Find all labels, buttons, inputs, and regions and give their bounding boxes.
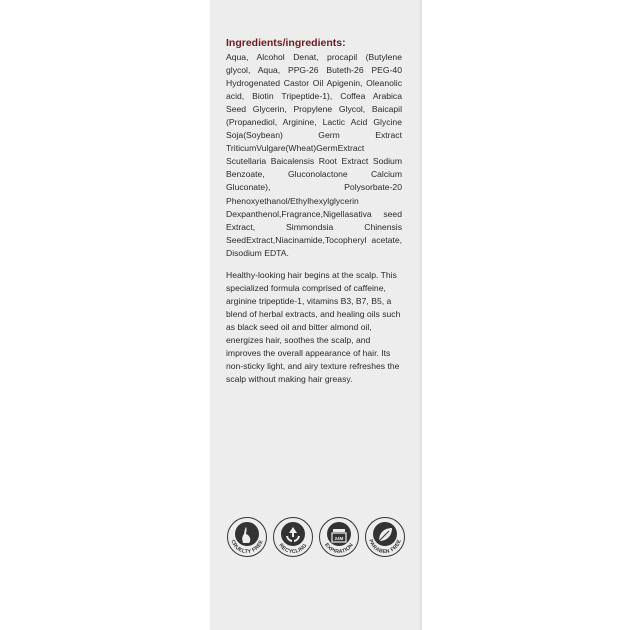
badge-label: PARABEN FREE [367,538,403,556]
cruelty-free-badge [226,516,268,558]
badge-row [226,516,406,566]
ingredients-text: Aqua, Alcohol Denat, procapil (Butylene glycol, Aqua, PPG-26 Buteth-26 PEG-40 Hydrogenated Castor Oil Apigenin, Oleanolic acid, Biotin Tripeptide-1), Coffea Arabica Seed Glycerin, Propylene Glycol, Baicapil (Propanediol, Arginine, Lactic Acid Glycine Soja(Soybean) Germ Extract TriticumVulgare(Wheat)GermExtract Scutellaria Baicalensis Root Extract Sodium Benzoate, Gluconolactone Calcium Gluconate), Polysorbate-20 Phenoxyethanol/Ethylhexylglycerin Dexpanthenol,Fragrance,Nigellasativa seed Extract, Simmondsia Chinensis SeedExtract,Niacinamide,Tocopheryl acetate, Disodium EDTA. [226,52,402,258]
badge-label: CRUELTY FREE [229,539,265,556]
box-edge-shade [418,0,422,630]
rabbit-icon [226,516,268,558]
recycle-icon [272,516,314,558]
product-description: Healthy-looking hair begins at the scalp. This specialized formula comprised of caffeine, arginine tripeptide-1, vitamins B3, B7, B5, a blend of herbal extracts, and healing oils such as black seed oil and bitter almond oil, energizes hair, soothes the scalp, and improves the overall appearance of hair. Its non-sticky light, and airy texture refreshes the scalp without making hair greasy. [226,270,401,385]
badge-label: EXPIRATION [323,542,355,556]
paraben-free-badge [364,516,406,558]
recycling-badge [272,516,314,558]
leaf-icon [364,516,406,558]
ingredients-heading: Ingredients/ingredients: [226,37,346,49]
svg-text:24M: 24M [334,536,344,541]
badge-label: RECYCLING [277,542,309,556]
expiration-badge [318,516,360,558]
jar-icon [318,516,360,558]
